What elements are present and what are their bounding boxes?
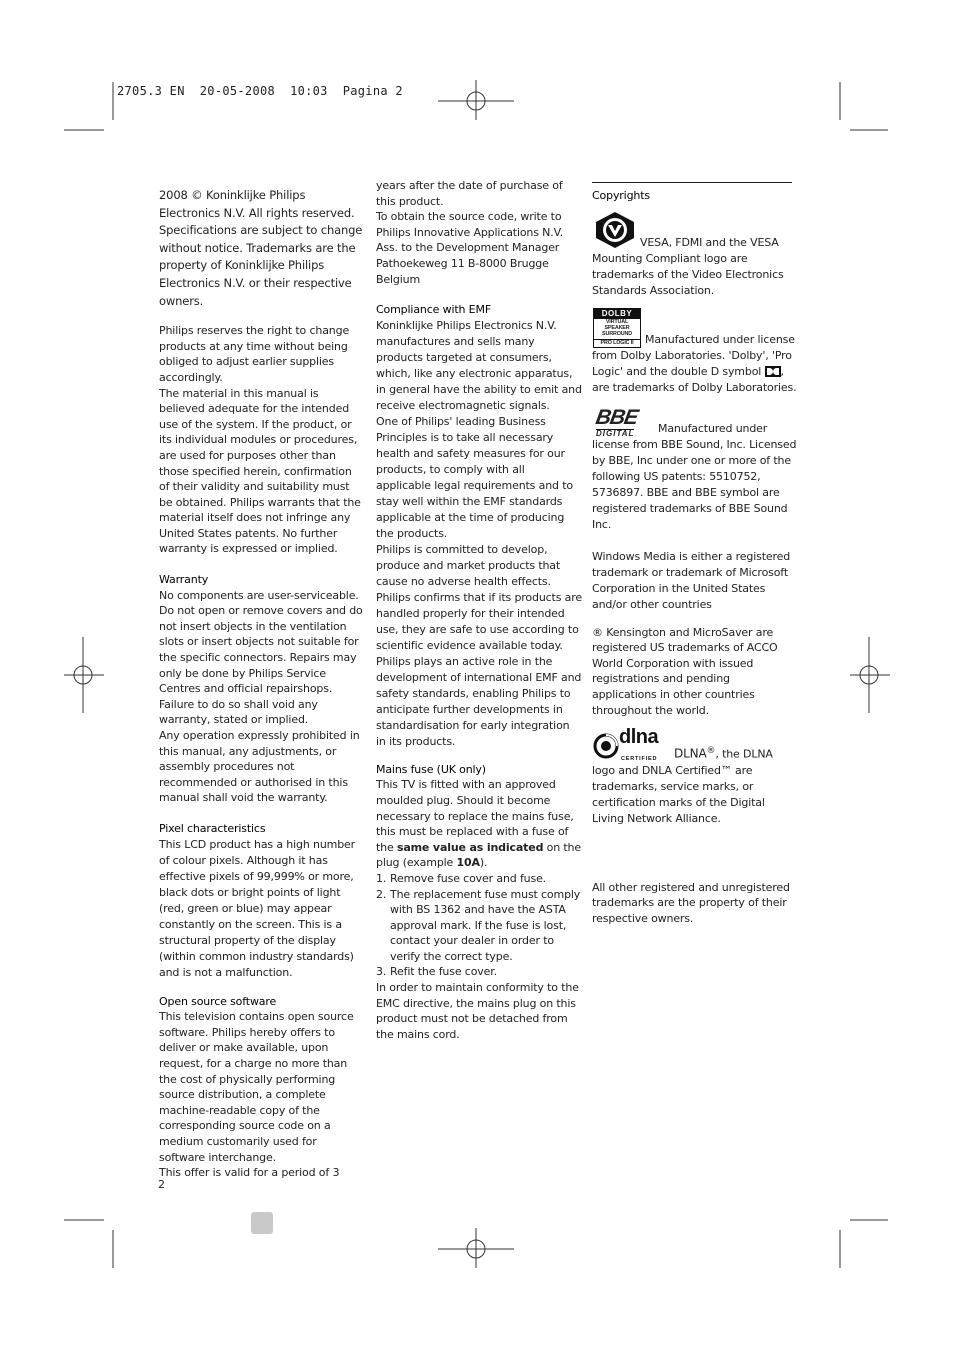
vesa-text: VESA, FDMI and the VESA Mounting Compliant logo are trademarks of the Video Electronics Standards Association. [592, 235, 784, 297]
print-slug: 2705.3 EN 20-05-2008 10:03 Pagina 2 [117, 84, 403, 98]
kensington-text: ® Kensington and MicroSaver are registered US trademarks of ACCO World Corporation with issued registrations and pending applications in other countries throughout the world. [592, 625, 778, 717]
dolby-text-a: Manufactured under license from Dolby Laboratories. 'Dolby', 'Pro Logic' and the double D symbol [592, 332, 795, 378]
grey-tab-marker [251, 1212, 273, 1234]
copyright-notice: 2008 © Koninklijke Philips Electronics N.V. All rights reserved. Specifications are subject to change without notice. Trademarks are the property of Koninklijke Philips Electronics N.V. or their respective owners. [159, 188, 363, 308]
warranty-heading: Warranty [159, 573, 209, 587]
emf-heading: Compliance with EMF [376, 303, 491, 317]
oss-heading: Open source software [159, 994, 277, 1008]
fuse-heading: Mains fuse (UK only) [376, 762, 486, 776]
dolby-text-b: , are trademarks of Dolby Laboratories. [592, 364, 797, 394]
pixel-paragraph: This LCD product has a high number of colour pixels. Although it has effective pixels of 99,999% or more, black dots or bright points of light (red, green or blue) may appear constantly on the screen. This is a structural property of the display (within common industry standards) and is not a malfunction. [159, 837, 356, 979]
page-number: 2 [158, 1178, 165, 1191]
emf-paragraph-2: One of Philips' leading Business Principles is to take all necessary health and safety measures for our products, to comply with all applicable legal requirements and to stay well within the EMF standards applicable at the time of producing the products. [376, 414, 573, 540]
fuse-intro-emphasis: same value as indicated [396, 840, 544, 854]
dlna-logo-icon: dlna CERTIFIED [593, 732, 667, 760]
step-text: Remove fuse cover and fuse. [390, 871, 547, 885]
copyrights-heading: Copyrights [592, 189, 650, 202]
oss-paragraph: This television contains open source software. Philips hereby offers to deliver or make available, upon request, for a charge no more than the cost of physically performing source distribution, a complete machine-readable copy of the corresponding source code on a medium customarily used for software interchange. [159, 1010, 354, 1164]
fuse-intro [376, 777, 582, 871]
dolby-logo-icon: DOLBY VIRTUAL SPEAKER SURROUND PRO LOGIC II [593, 308, 641, 349]
emf-paragraph-1: Koninklijke Philips Electronics N.V. manufactures and sells many products targeted at consumers, which, like any electronic apparatus, in general have the ability to emit and receive electromagnetic signals. [376, 318, 582, 412]
fuse-intro-text-c: ). [479, 856, 488, 870]
warranty-paragraph-2: Any operation expressly prohibited in this manual, any adjustments, or assembly procedures not recommended or authorised in this manual shall void the warranty. [159, 729, 360, 805]
windows-media-text: Windows Media is either a registered trademark or trademark of Microsoft Corporation in the United States and/or other countries [592, 549, 791, 611]
warranty-paragraph-1: No components are user-serviceable. Do not open or remove covers and do not insert objects in the ventilation slots or insert objects not suitable for the specific connectors. Repairs may only be done by Philips Service Centres and official repairshops. Failure to do so shall void any warranty, stated or implied. [159, 588, 363, 727]
oss-address: To obtain the source code, write to Philips Innovative Applications N.V. Ass. to the Development Manager Pathoekeweg 11 B-8000 Brugge Belgium [376, 210, 563, 286]
disclaimer-material: The material in this manual is believed adequate for the intended use of the system. If the product, or its individual modules or procedures, are used for purposes other than those specified herein, confirmation of their validity and suitability must be obtained. Philips warrants that the material itself does not infringe any United States patents. No further warranty is expressed or implied. [159, 386, 361, 556]
copyrights-rule [592, 182, 792, 183]
disclaimer-reserves: Philips reserves the right to change products at any time without being obliged to adjust earlier supplies accordingly. [159, 324, 350, 384]
step-number: 2. [376, 887, 387, 901]
fuse-intro-value: 10A [456, 856, 480, 870]
step-number: 3. [376, 965, 387, 979]
double-d-icon [765, 366, 781, 377]
fuse-steps-list [376, 871, 582, 980]
list-item [376, 871, 582, 887]
oss-continued: years after the date of purchase of this product. [376, 179, 563, 208]
emf-paragraph-3: Philips is committed to develop, produce and market products that cause no adverse health effects. [376, 542, 561, 588]
column-1 [159, 187, 364, 1181]
step-number: 1. [376, 871, 387, 885]
column-3 [592, 188, 797, 927]
column-2 [376, 178, 582, 1042]
oss-valid: This offer is valid for a period of 3 [159, 1166, 340, 1180]
emf-paragraph-5: Philips plays an active role in the development of international EMF and safety standards, enabling Philips to anticipate further developments in standardisation for early integration in its products. [376, 654, 582, 748]
step-text: Refit the fuse cover. [390, 965, 497, 979]
bbe-logo-icon: BBE DIGITAL [593, 405, 640, 438]
list-item [376, 887, 582, 965]
dlna-text-a: DLNA [674, 746, 707, 761]
pixel-heading: Pixel characteristics [159, 821, 266, 835]
fuse-intro-text-a: This TV is fitted with an approved moulded plug. Should it become necessary to replace the mains fuse, this must be replaced with a fuse of the [376, 778, 574, 854]
emf-paragraph-4: Philips confirms that if its products are handled properly for their intended use, they are safe to use according to scientific evidence available today. [376, 590, 582, 652]
bbe-text: Manufactured under license from BBE Sound, Inc. Licensed by BBE, Inc under one or more of the following US patents: 5510752, 5736897. BBE and BBE symbol are registered trademarks of BBE Sound Inc. [592, 421, 797, 531]
step-text: The replacement fuse must comply with BS 1362 and have the ASTA approval mark. If the fuse is lost, contact your dealer in order to verify the correct type. [390, 887, 581, 963]
list-item [376, 964, 582, 980]
other-trademarks-text: All other registered and unregistered trademarks are the property of their respective owners. [592, 880, 790, 925]
vesa-logo-icon [594, 211, 636, 249]
dlna-text-b: , the DLNA logo and DNLA Certified™ are trademarks, service marks, or certification marks of the Digital Living Network Alliance. [592, 747, 773, 825]
fuse-outro: In order to maintain conformity to the EMC directive, the mains plug on this product must not be detached from the mains cord. [376, 981, 579, 1041]
dlna-registered-mark: ® [706, 746, 716, 757]
fuse-intro-text-b: on the plug (example [376, 840, 581, 870]
